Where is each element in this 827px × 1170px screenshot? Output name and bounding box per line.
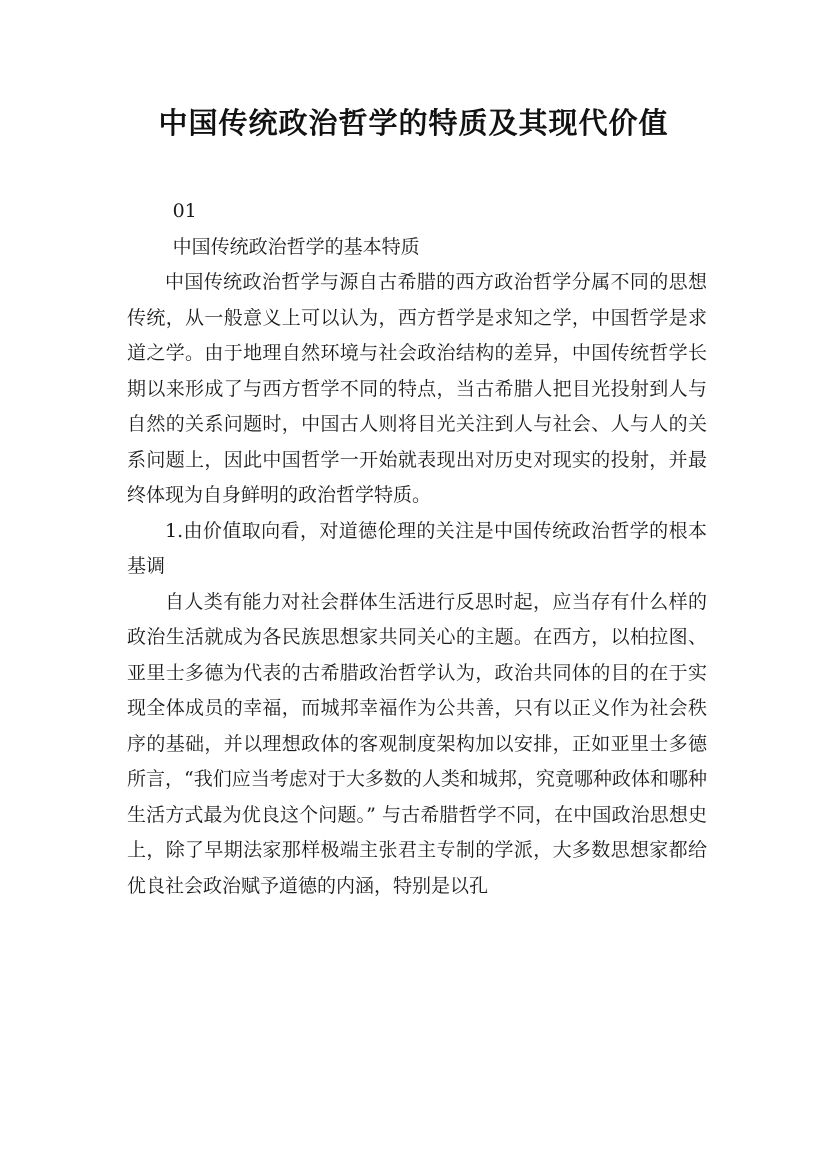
section-heading: 中国传统政治哲学的基本特质 — [172, 235, 420, 258]
subsection-heading: 1.由价值取向看，对道德伦理的关注是中国传统政治哲学的根本基调 — [127, 519, 707, 577]
paragraph: 中国传统政治哲学与源自古希腊的西方政治哲学分属不同的思想传统，从一般意义上可以认为，西方哲学是求知之学，中国哲学是求道之学。由于地理自然环境与社会政治结构的差异，中国传统哲学长期以来形成了与西方哲学不同的特点，当古希腊人把目光投射到人与自然的关系问题时，中国古人则将目光关注到人与社会、人与人的关系问题上，因此中国哲学一开始就表现出对历史对现实的投射，并最终体现为自身鲜明的政治哲学特质。 — [127, 271, 707, 506]
section-number: 01 — [172, 200, 197, 222]
document-title: 中国传统政治哲学的特质及其现代价值 — [158, 106, 669, 140]
document-body — [127, 194, 707, 904]
paragraph: 自人类有能力对社会群体生活进行反思时起，应当存有什么样的政治生活就成为各民族思想家共同关心的主题。在西方，以柏拉图、亚里士多德为代表的古希腊政治哲学认为，政治共同体的目的在于实现全体成员的幸福，而城邦幸福作为公共善，只有以正义作为社会秩序的基础，并以理想政体的客观制度架构加以安排，正如亚里士多德所言，“我们应当考虑对于大多数的人类和城邦，究竟哪种政体和哪种生活方式最为优良这个问题。” 与古希腊哲学不同，在中国政治思想史上，除了早期法家那样极端主张君主专制的学派，大多数思想家都给优良社会政治赋予道德的内涵，特别是以孔 — [127, 590, 707, 897]
